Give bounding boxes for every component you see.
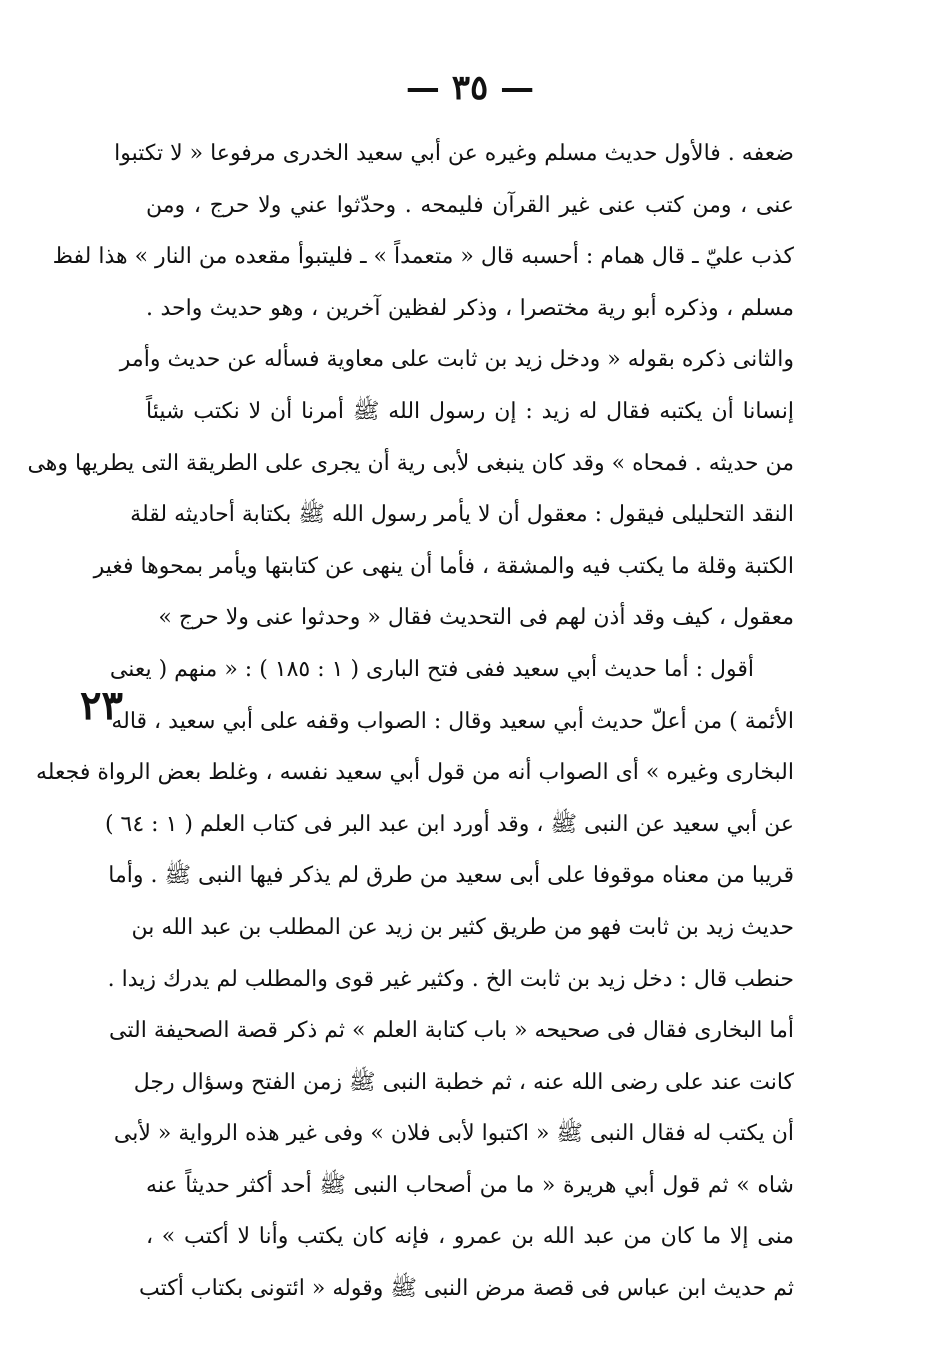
text-line: شاه » ثم قول أبي هريرة « ما من أصحاب النبى ﷺ أحد أكثر حديثاً عنه <box>146 1172 794 1198</box>
text-line: إنسانا أن يكتبه فقال له زيد : إن رسول الله ﷺ أمرنا أن لا نكتب شيئاً <box>146 398 794 424</box>
page-number: — ٣٥ — <box>405 68 535 108</box>
text-line: عنى ، ومن كتب عنى غير القرآن فليمحه . وحدّثوا عني ولا حرج ، ومن <box>146 192 794 218</box>
text-line: ضعفه . فالأول حديث مسلم وغيره عن أبي سعيد الخدرى مرفوعا « لا تكتبوا <box>114 141 794 166</box>
text-line: أما البخارى فقال فى صحيحه « باب كتابة العلم » ثم ذكر قصة الصحيفة التى <box>109 1018 794 1044</box>
text-line: حديث زيد بن ثابت فهو من طريق كثير بن زيد عن المطلب بن عبد الله بن <box>131 914 794 940</box>
text-line: معقول ، كيف وقد أذن لهم فى التحديث فقال « وحدثوا عنى ولا حرج » <box>158 605 794 631</box>
text-line: أقول : أما حديث أبي سعيد ففى فتح البارى ( ١ : ١٨٥ ) : « منهم ( يعنى <box>109 656 754 682</box>
text-line: ثم حديث ابن عباس فى قصة مرض النبى ﷺ وقوله « ائتونى بكتاب أكتب <box>139 1276 794 1302</box>
text-line: قريبا من معناه موقوفا على أبى سعيد من طرق لم يذكر فيها النبى ﷺ . وأما <box>108 863 794 889</box>
text-line: من حديثه . فمحاه » وقد كان ينبغى لأبى رية أن يجرى على الطريقة التى يطريها وهى <box>27 450 794 476</box>
text-line: مسلم ، وذكره أبو رية مختصرا ، وذكر لفظين آخرين ، وهو حديث واحد . <box>146 295 794 321</box>
text-line: عن أبي سعيد عن النبى ﷺ ، وقد أورد ابن عبد البر فى كتاب العلم ( ١ : ٦٤ ) <box>104 811 794 837</box>
text-line: أن يكتب له فقال النبى ﷺ « اكتبوا لأبى فلان » وفى غير هذه الرواية « لأبى <box>113 1121 794 1147</box>
text-line: البخارى وغيره » أى الصواب أنه من قول أبي سعيد نفسه ، وغلط بعض الرواة فجعله <box>35 760 794 786</box>
text-line: منى إلا ما كان من عبد الله بن عمرو ، فإنه كان يكتب وأنا لا أكتب » ، <box>146 1224 794 1250</box>
text-line: كذب عليّ ـ قال همام : أحسبه قال « متعمداً » ـ فليتبوأ مقعده من النار » هذا لفظ <box>52 244 794 270</box>
margin-number: ٢٣ <box>80 682 123 729</box>
text-line: والثانى ذكره بقوله « ودخل زيد بن ثابت على معاوية فسأله عن حديث وأمر <box>119 347 794 373</box>
text-line: كانت عند على رضى الله عنه ، ثم خطبة النبى ﷺ زمن الفتح وسؤال رجل <box>133 1069 794 1095</box>
text-line: حنطب قال : دخل زيد بن ثابت الخ . وكثير غير قوى والمطلب لم يدرك زيدا . <box>107 966 794 992</box>
text-line: الأئمة ) من أعلّ حديث أبي سعيد وقال : الصواب وقفه على أبي سعيد ، قاله <box>111 708 794 734</box>
text-line: الكتبة وقلة ما يكتب فيه والمشقة ، فأما أن ينهى عن كتابتها ويأمر بمحوها فغير <box>93 553 794 579</box>
text-line: النقد التحليلى فيقول : معقول أن لا يأمر رسول الله ﷺ بكتابة أحاديثه لقلة <box>130 502 794 528</box>
